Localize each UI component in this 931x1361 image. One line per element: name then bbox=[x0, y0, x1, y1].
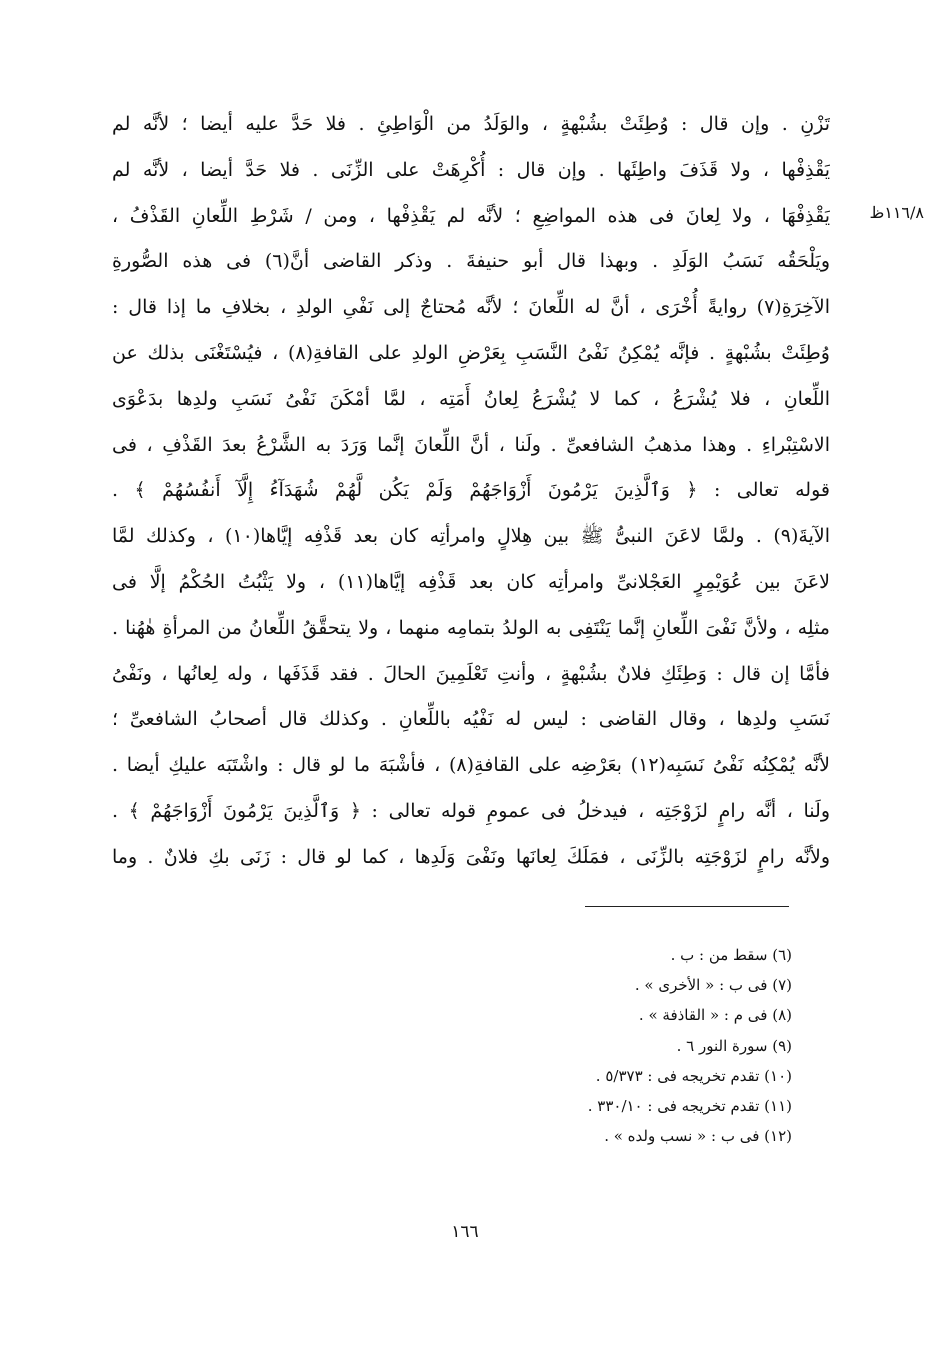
text-line: يَقْذِفْهَا ، ولا لِعانَ فى هذه المواضِعِ ؛ لأنَّه لم يَقْذِفْها ، ومن / شَرْطِ اللِّعانِ القَذْفُ ، bbox=[112, 204, 830, 227]
text-line: لاعَنَ بين عُوَيْمِرٍ العَجْلانىِّ وامرأتِه كان بعد قَذْفِه إيَّاها(١١) ، ولا يَثْبُتُ الحُكْمُ إلَّا فى bbox=[112, 570, 830, 593]
main-text-block bbox=[112, 102, 830, 881]
text-line: وُطِئَتْ بشُبْهةٍ . فإنَّه يُمْكِنُ نَفْىُ النَّسَبِ بِعَرْضِ الولدِ على القافةِ(٨) ، فيُسْتَغْنَى بذلك عن bbox=[112, 341, 830, 364]
text-line: فأمَّا إن قال : وَطِئَكِ فلانٌ بشُبْهةٍ ، وأنتِ تَعْلَمِينَ الحالَ . فقد قَذَفَها ، وله لِعانُها ، ونَفْىُ bbox=[112, 662, 830, 685]
footnote: (١٠) تقدم تخريجه فى : ٥/٣٧٣ . bbox=[595, 1066, 792, 1085]
manuscript-folio-note: ١١٦/٨ظ bbox=[869, 203, 924, 222]
text-line: قوله تعالى : ﴿ وَٱلَّذِينَ يَرْمُونَ أَزْوَاجَهُمْ وَلَمْ يَكُن لَّهُمْ شُهَدَآءُ إِلَّآ أَنفُسُهُمْ ﴾ . bbox=[112, 479, 830, 502]
text-line: تَزْنِ . وإن قال : وُطِئَتْ بشُبْهةٍ ، والوَلَدُ من الْوَاطِئِ . فلا حَدَّ عليه أيضا ؛ لأنَّه لم bbox=[112, 113, 830, 135]
text-line: الآيةَ(٩) . ولمَّا لاعَنَ النبىُّ ﷺ بين هِلالٍ وامرأتِه كان بعد قَذْفِه إيَّاها(١٠) ، وكذلك لمَّا bbox=[112, 525, 830, 548]
text-line: ولَنا ، أنَّه رامٍ لزَوْجَتِه ، فيدخلُ فى عمومِ قوله تعالى : ﴿ وَٱلَّذِينَ يَرْمُونَ أَزْوَاجَهُمْ ﴾ . bbox=[112, 799, 830, 822]
footnote: (١٢) فى ب : « نسب ولده » . bbox=[604, 1127, 792, 1146]
text-line: لأنَّه يُمْكِنُه نَفْىُ نَسَبِه(١٢) بعَرْضِه على القافةِ(٨) ، فأشْبَهَ ما لو قال : واشْتَبَه عليكِ أيضا . bbox=[112, 754, 830, 777]
page-number: ١٦٦ bbox=[451, 1222, 479, 1242]
footnotes-block bbox=[420, 940, 792, 1151]
footnote: (٨) فى م : « القاذفة » . bbox=[638, 1006, 792, 1025]
footnote: (١١) تقدم تخريجه فى : ٣٣٠/١٠ . bbox=[587, 1097, 792, 1116]
text-line: يَقْذِفْها ، ولا قَذَفَ واطِئَها . وإن قال : أُكْرِهَتْ على الزِّنَى . فلا حَدَّ أيضا ، لأنَّه لم bbox=[112, 158, 830, 181]
text-line: ولأنَّه رامٍ لزَوْجَتِه بالزِّنَى ، فمَلَكَ لِعانَها ونَفْىَ وَلَدِها ، كما لو قال : زَنَى بكِ فلانٌ . وما bbox=[112, 845, 830, 868]
footnote: (٩) سورة النور ٦ . bbox=[676, 1036, 792, 1055]
text-line: نَسَبِ ولدِها ، وقال القاضى : ليس له نَفْيُه باللِّعانِ . وكذلك قال أصحابُ الشافعىِّ ؛ bbox=[112, 708, 830, 731]
footnote: (٦) سقط من : ب . bbox=[670, 946, 792, 964]
footnote-separator bbox=[585, 906, 789, 907]
text-line: الآخِرَةِ(٧) روايةً أُخْرَى ، أنَّ له اللِّعانَ ؛ لأنَّه مُحتاجٌ إلى نَفْىِ الولدِ ، بخلافِ ما إذا قال : bbox=[112, 296, 830, 319]
footnote: (٧) فى ب : « الأخرى » . bbox=[634, 976, 792, 995]
text-line: اللِّعانِ ، فلا يُشْرَعُ ، كما لا يُشْرَعُ لِعانُ أَمَتِه ، لمَّا أمْكَنَ نَفْىُ نَسَبِ ولدِها بدَعْوَى bbox=[112, 387, 830, 410]
text-line: الاسْتِبْراءِ . وهذا مذهبُ الشافعىِّ . ولَنا ، أنَّ اللِّعانَ إنَّما وَرَدَ به الشَّرْعُ بعدَ القَذْفِ ، فى bbox=[112, 433, 830, 456]
text-line: مثلِه ، ولأنَّ نَفْىَ اللِّعانِ إنَّما يَنْتَفِى به الولدُ بتمامِه منهما ، ولا يتحقَّقُ اللِّعانُ من المرأةِ هٰهُنا . bbox=[112, 616, 830, 639]
text-line: ويَلْحَقُه نَسَبُ الوَلَدِ . وبهذا قال أبو حنيفةَ . وذكر القاضى أنَّ(٦) فى هذه الصُّورةِ bbox=[112, 250, 830, 273]
